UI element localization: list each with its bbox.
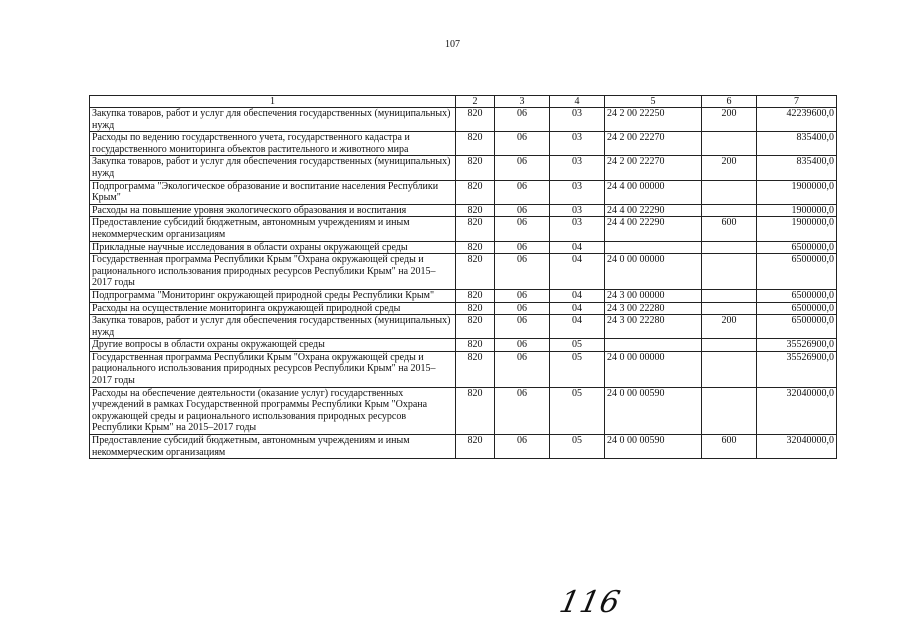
row-subsection-code: 05 <box>550 351 605 387</box>
row-target-article-code: 24 3 00 22280 <box>605 315 702 339</box>
row-amount: 6500000,0 <box>757 241 837 254</box>
page-number: 107 <box>445 39 460 50</box>
row-expense-type-code <box>702 132 757 156</box>
column-header-1: 1 <box>90 96 456 108</box>
table-row <box>90 180 837 204</box>
row-expense-type-code <box>702 204 757 217</box>
row-subsection-code: 04 <box>550 315 605 339</box>
row-name: Предоставление субсидий бюджетным, автономным учреждениям и иным некоммерческим организациям <box>90 435 456 459</box>
row-section-code: 06 <box>495 435 550 459</box>
row-name: Другие вопросы в области охраны окружающей среды <box>90 339 456 352</box>
row-target-article-code: 24 4 00 00000 <box>605 180 702 204</box>
row-ministry-code: 820 <box>456 132 495 156</box>
handwritten-page-number: 116 <box>556 585 624 620</box>
row-target-article-code: 24 2 00 22250 <box>605 108 702 132</box>
row-expense-type-code: 600 <box>702 217 757 241</box>
row-section-code: 06 <box>495 204 550 217</box>
row-amount: 35526900,0 <box>757 351 837 387</box>
row-expense-type-code: 200 <box>702 108 757 132</box>
row-ministry-code: 820 <box>456 204 495 217</box>
row-target-article-code: 24 3 00 22280 <box>605 302 702 315</box>
row-ministry-code: 820 <box>456 108 495 132</box>
row-ministry-code: 820 <box>456 289 495 302</box>
row-section-code: 06 <box>495 108 550 132</box>
row-section-code: 06 <box>495 241 550 254</box>
table-row <box>90 254 837 290</box>
table-row <box>90 435 837 459</box>
row-name: Расходы на осуществление мониторинга окружающей природной среды <box>90 302 456 315</box>
column-header-7: 7 <box>757 96 837 108</box>
row-section-code: 06 <box>495 132 550 156</box>
row-name: Государственная программа Республики Крым "Охрана окружающей среды и рационального использования природных ресурсов Республики Крым" на 2015–2017 годы <box>90 351 456 387</box>
row-subsection-code: 03 <box>550 132 605 156</box>
row-expense-type-code <box>702 339 757 352</box>
row-amount: 1900000,0 <box>757 217 837 241</box>
row-amount: 6500000,0 <box>757 315 837 339</box>
row-subsection-code: 04 <box>550 289 605 302</box>
row-ministry-code: 820 <box>456 339 495 352</box>
row-name: Подпрограмма "Экологическое образование и воспитание населения Республики Крым" <box>90 180 456 204</box>
row-expense-type-code <box>702 254 757 290</box>
row-section-code: 06 <box>495 289 550 302</box>
table-row <box>90 387 837 434</box>
row-ministry-code: 820 <box>456 315 495 339</box>
column-header-2: 2 <box>456 96 495 108</box>
column-header-3: 3 <box>495 96 550 108</box>
row-amount: 1900000,0 <box>757 180 837 204</box>
row-name: Закупка товаров, работ и услуг для обеспечения государственных (муниципальных) нужд <box>90 156 456 180</box>
row-amount: 1900000,0 <box>757 204 837 217</box>
row-subsection-code: 04 <box>550 254 605 290</box>
table-row <box>90 302 837 315</box>
column-number-row <box>90 96 837 108</box>
table-body <box>90 108 837 459</box>
table-row <box>90 351 837 387</box>
row-subsection-code: 04 <box>550 241 605 254</box>
row-expense-type-code <box>702 387 757 434</box>
column-header-4: 4 <box>550 96 605 108</box>
row-section-code: 06 <box>495 156 550 180</box>
row-amount: 32040000,0 <box>757 435 837 459</box>
row-section-code: 06 <box>495 254 550 290</box>
row-name: Расходы по ведению государственного учета, государственного кадастра и государственного мониторинга объектов растительного и животного мира <box>90 132 456 156</box>
row-target-article-code: 24 2 00 22270 <box>605 156 702 180</box>
row-amount: 42239600,0 <box>757 108 837 132</box>
row-section-code: 06 <box>495 387 550 434</box>
row-subsection-code: 03 <box>550 180 605 204</box>
row-name: Расходы на обеспечение деятельности (оказание услуг) государственных учреждений в рамках Государственной программы Республики Крым "Охрана окружающей среды и рационального использования природных ресурсов Республики Крым" на 2015–2017 годы <box>90 387 456 434</box>
row-ministry-code: 820 <box>456 351 495 387</box>
row-expense-type-code: 200 <box>702 315 757 339</box>
row-amount: 6500000,0 <box>757 302 837 315</box>
column-header-6: 6 <box>702 96 757 108</box>
row-subsection-code: 05 <box>550 339 605 352</box>
table-row <box>90 132 837 156</box>
row-name: Государственная программа Республики Крым "Охрана окружающей среды и рационального использования природных ресурсов Республики Крым" на 2015–2017 годы <box>90 254 456 290</box>
row-ministry-code: 820 <box>456 302 495 315</box>
row-section-code: 06 <box>495 315 550 339</box>
row-target-article-code: 24 3 00 00000 <box>605 289 702 302</box>
row-subsection-code: 03 <box>550 204 605 217</box>
row-name: Расходы на повышение уровня экологического образования и воспитания <box>90 204 456 217</box>
row-subsection-code: 03 <box>550 217 605 241</box>
row-expense-type-code <box>702 351 757 387</box>
row-section-code: 06 <box>495 302 550 315</box>
table-row <box>90 108 837 132</box>
row-expense-type-code <box>702 302 757 315</box>
row-ministry-code: 820 <box>456 254 495 290</box>
table-row <box>90 156 837 180</box>
row-target-article-code: 24 4 00 22290 <box>605 217 702 241</box>
row-target-article-code: 24 4 00 22290 <box>605 204 702 217</box>
row-ministry-code: 820 <box>456 217 495 241</box>
row-amount: 35526900,0 <box>757 339 837 352</box>
row-ministry-code: 820 <box>456 156 495 180</box>
row-expense-type-code: 600 <box>702 435 757 459</box>
table-row <box>90 315 837 339</box>
row-amount: 835400,0 <box>757 156 837 180</box>
table-row <box>90 241 837 254</box>
row-ministry-code: 820 <box>456 241 495 254</box>
table-row <box>90 339 837 352</box>
row-ministry-code: 820 <box>456 435 495 459</box>
row-subsection-code: 04 <box>550 302 605 315</box>
row-ministry-code: 820 <box>456 387 495 434</box>
row-ministry-code: 820 <box>456 180 495 204</box>
column-header-5: 5 <box>605 96 702 108</box>
row-target-article-code: 24 0 00 00590 <box>605 387 702 434</box>
row-amount: 6500000,0 <box>757 254 837 290</box>
row-expense-type-code <box>702 289 757 302</box>
row-target-article-code: 24 0 00 00590 <box>605 435 702 459</box>
table-row <box>90 217 837 241</box>
row-target-article-code <box>605 241 702 254</box>
row-name: Подпрограмма "Мониторинг окружающей природной среды Республики Крым" <box>90 289 456 302</box>
row-subsection-code: 03 <box>550 108 605 132</box>
row-section-code: 06 <box>495 180 550 204</box>
row-expense-type-code <box>702 180 757 204</box>
row-amount: 835400,0 <box>757 132 837 156</box>
row-name: Предоставление субсидий бюджетным, автономным учреждениям и иным некоммерческим организациям <box>90 217 456 241</box>
row-section-code: 06 <box>495 351 550 387</box>
row-section-code: 06 <box>495 217 550 241</box>
row-target-article-code: 24 0 00 00000 <box>605 351 702 387</box>
table-row <box>90 289 837 302</box>
row-subsection-code: 05 <box>550 387 605 434</box>
row-target-article-code <box>605 339 702 352</box>
table-row <box>90 204 837 217</box>
row-expense-type-code: 200 <box>702 156 757 180</box>
budget-table <box>89 95 837 459</box>
row-subsection-code: 03 <box>550 156 605 180</box>
row-name: Закупка товаров, работ и услуг для обеспечения государственных (муниципальных) нужд <box>90 315 456 339</box>
row-expense-type-code <box>702 241 757 254</box>
row-amount: 6500000,0 <box>757 289 837 302</box>
row-target-article-code: 24 0 00 00000 <box>605 254 702 290</box>
row-amount: 32040000,0 <box>757 387 837 434</box>
row-target-article-code: 24 2 00 22270 <box>605 132 702 156</box>
row-subsection-code: 05 <box>550 435 605 459</box>
row-name: Закупка товаров, работ и услуг для обеспечения государственных (муниципальных) нужд <box>90 108 456 132</box>
row-name: Прикладные научные исследования в области охраны окружающей среды <box>90 241 456 254</box>
row-section-code: 06 <box>495 339 550 352</box>
